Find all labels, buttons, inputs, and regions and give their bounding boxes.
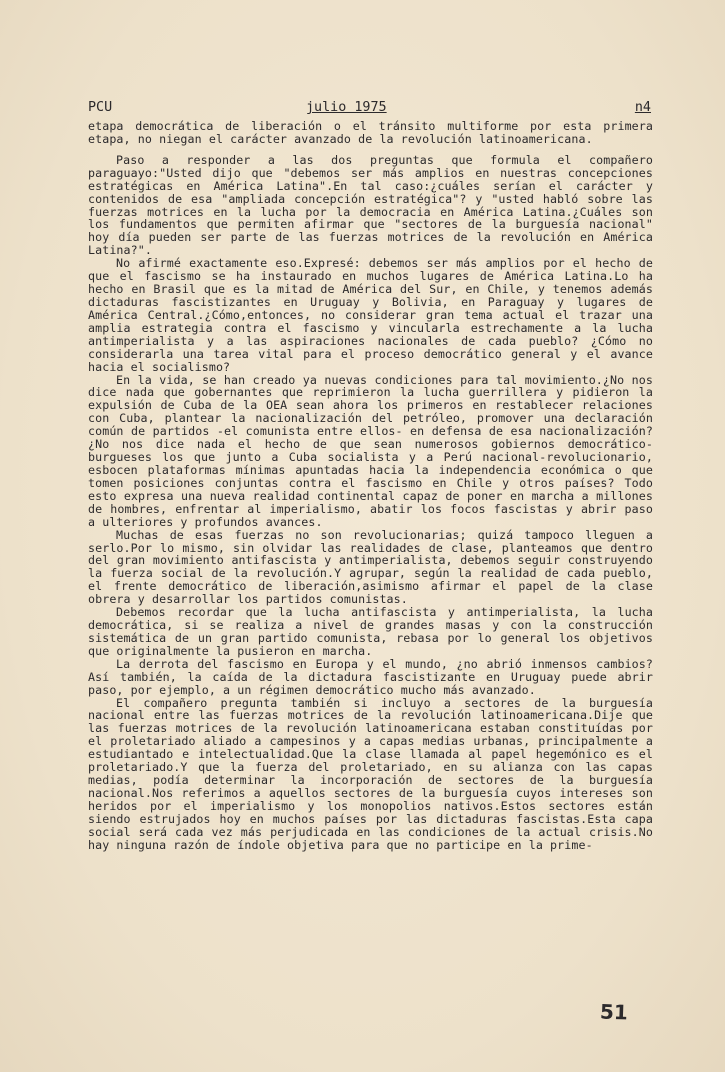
paragraph-new-conditions: En la vida, se han creado ya nuevas condiciones para tal movimiento.¿No nos dice nada que gobernantes que reprimieron la lucha guerrillera y pidieron la expulsión de Cuba de la OEA sean ahora los primeros en restablecer relaciones con Cuba, plantear la nacionalización del petróleo, promover una declaración común de partidos -el comunista entre ellos- en defensa de esa nacionalización?¿No nos dice nada el hecho de que sean numerosos gobiernos democrático-burgueses los que junto a Cuba socialista y a Perú nacional-revolucionario, esbocen plataformas mínimas apuntadas hacia la independencia económica o que tomen posiciones conjuntas contra el fascismo en Chile y otros países? Todo esto expresa una nueva realidad continental capaz de poner en marcha a millones de hombres, enfrentar al imperialismo, abatir los focos fascistas y abrir paso a ulteriores y profundos avances. [88, 372, 653, 529]
paragraph-defeat-of-fascism: La derrota del fascismo en Europa y el mundo, ¿no abrió inmensos cambios? Así también, la caída de la dictadura fascistizante en Uruguay puede abrir paso, por ejemplo, a un régimen democrático mucho más avanzado. [88, 656, 653, 697]
header-issue-number: n4 [634, 100, 651, 115]
header-date: julio 1975 [306, 100, 387, 115]
paragraph-response: No afirmé exactamente eso.Expresé: debemos ser más amplios por el hecho de que el fascismo se ha instaurado en muchos lugares de América Latina.Lo ha hecho en Brasil que es la mitad de América del Sur, en Chile, y tenemos además dictaduras fascistizantes en Uruguay y Bolivia, en Paraguay y lugares de América Central.¿Cómo,entonces, no considerar gran tema actual el trazar una amplia estrategia contra el fascismo y vincularla estrechamente a la lucha antimperialista y a las aspiraciones nacionales de cada pueblo? ¿Cómo no considerarla una tarea vital para el proceso democrático general y el avance hacia el socialismo? [88, 256, 653, 374]
paragraph-continuation: etapa democrática de liberación o el tránsito multiforme por esta primera etapa, no niegan el carácter avanzado de la revolución latinoamericana. [88, 119, 653, 146]
paragraph-national-bourgeoisie: El compañero pregunta también si incluyo a sectores de la burguesía nacional entre las fuerzas motrices de la revolución latinoamericana.Dije que las fuerzas motrices de la revolución latinoamericana estaban constituídas por el proletariado aliado a campesinos y a capas medias urbanas, principalmente a estudiantado e intelectualidad.Que la clase llamada al papel hegemónico es el proletariado.Y que la fuerza del proletariado, en su alianza con las capas medias, podía determinar la incorporación de sectores de la burguesía nacional.Nos referimos a aquellos sectores de la burguesía cuyos intereses son heridos por el imperialismo y los monopolios nativos.Estos sectores están siendo estrujados hoy en muchos países por las dictaduras fascistas.Esta capa social será cada vez más perjudicada en las condiciones de la actual crisis.No hay ninguna razón de índole objetiva para que no participe en la prime- [88, 695, 653, 852]
document-body [88, 120, 653, 852]
paragraph-forces: Muchas de esas fuerzas no son revolucionarias; quizá tampoco lleguen a serlo.Por lo mismo, sin olvidar las realidades de clase, planteamos que dentro del gran movimiento antifascista y antimperialista, debemos seguir construyendo la fuerza social de la revolución.Y agrupar, según la realidad de cada pueblo, el frente democrático de liberación,asimismo afirmar el papel de la clase obrera y desarrollar los partidos comunistas. [88, 527, 653, 607]
header-publisher: PCU [88, 100, 113, 115]
paragraph-antifascist-struggle: Debemos recordar que la lucha antifascista y antimperialista, la lucha democrática, si se realiza a nivel de grandes masas y con la construcción sistemática de un gran partido comunista, rebasa por lo general los objetivos que originalmente la pusieron en marcha. [88, 605, 653, 658]
paragraph-questions: Paso a responder a las dos preguntas que formula el compañero paraguayo:"Usted dijo que "debemos ser más amplios en nuestras concepciones estratégicas en América Latina".En tal caso:¿cuáles serían el carácter y contenidos de esa "ampliada concepción estratégica"? y "usted habló sobre las fuerzas motrices en la lucha por la democracia en América Latina.¿Cuáles son los fundamentos que permiten afirmar que "sectores de la burguesía nacional" hoy día pueden ser parte de las fuerzas motrices de la revolución en América Latina?". [88, 152, 653, 258]
page-number: 51 [599, 999, 629, 1025]
